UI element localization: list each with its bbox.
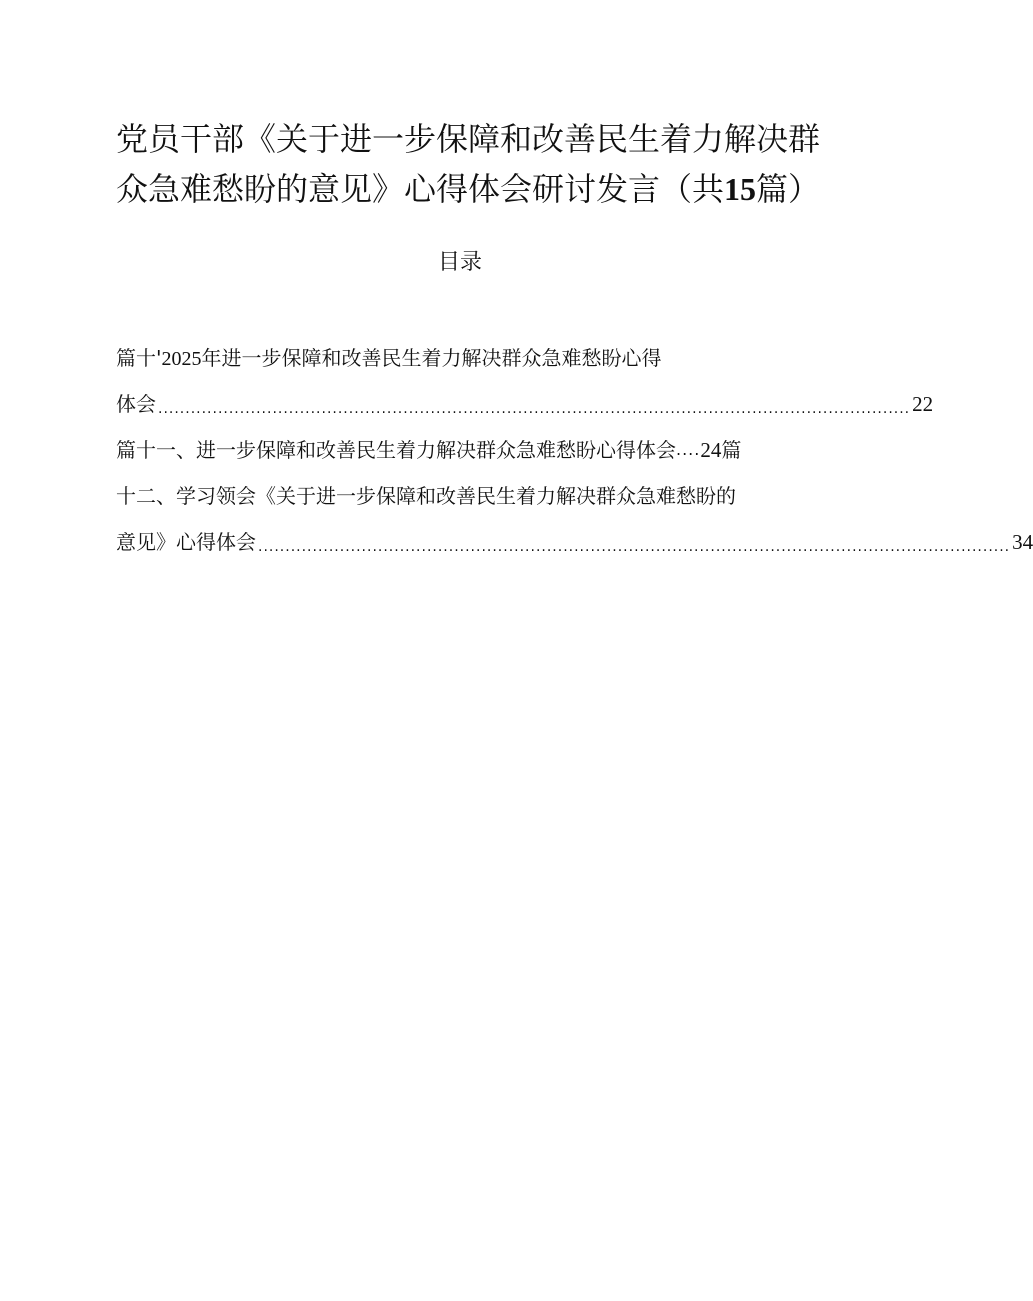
toc-entry-3-leader-dots: .......................................................................................................................................... (258, 539, 1011, 555)
toc-entry-1-line-2[interactable] (116, 386, 934, 422)
toc-entry-2-leader-dots: .... (676, 440, 701, 459)
toc-entry-2-title: 篇十一、进一步保障和改善民生着力解决群众急难愁盼心得体会 (116, 438, 676, 462)
toc-entry-1-page-number: 22 (912, 392, 934, 416)
toc-entry-1-title-end: 体会 (116, 392, 156, 416)
toc-entry-1-prefix: 篇十' (116, 346, 162, 370)
title-line-2-end: 篇） (756, 170, 821, 208)
table-of-contents (116, 340, 1033, 570)
title-line-2-text: 众急难愁盼的意见》心得体会研讨发言（共 (116, 170, 725, 208)
toc-entry-1-year: 2025 (161, 348, 202, 370)
toc-entry-3-page-number: 34 (1012, 530, 1033, 554)
toc-heading: 目录 (437, 250, 482, 275)
toc-entry-1-leader-dots: .......................................................................................................................................... (158, 401, 911, 417)
title-line-1: 党员干部《关于进一步保障和改善民生着力解决群 (116, 120, 821, 158)
toc-entry-3-line-1[interactable] (116, 478, 828, 514)
toc-entry-1-title: 年进一步保障和改善民生着力解决群众急难愁盼心得 (201, 346, 662, 370)
document-title (116, 114, 836, 214)
toc-entry-3-title: 十二、学习领会《关于进一步保障和改善民生着力解决群众急难愁盼的 (116, 484, 736, 508)
toc-entry-1-line-1[interactable] (116, 340, 828, 376)
toc-entry-3-line-2[interactable] (116, 524, 1033, 560)
toc-entry-2-line-1[interactable] (116, 432, 828, 468)
toc-entry-2-page-number: 24 (700, 438, 722, 462)
toc-entry-2-trailing: 篇 (721, 438, 742, 462)
title-count: 15 (724, 171, 757, 207)
toc-entry-3-title-end: 意见》心得体会 (116, 530, 256, 554)
title-line-2 (116, 164, 836, 214)
